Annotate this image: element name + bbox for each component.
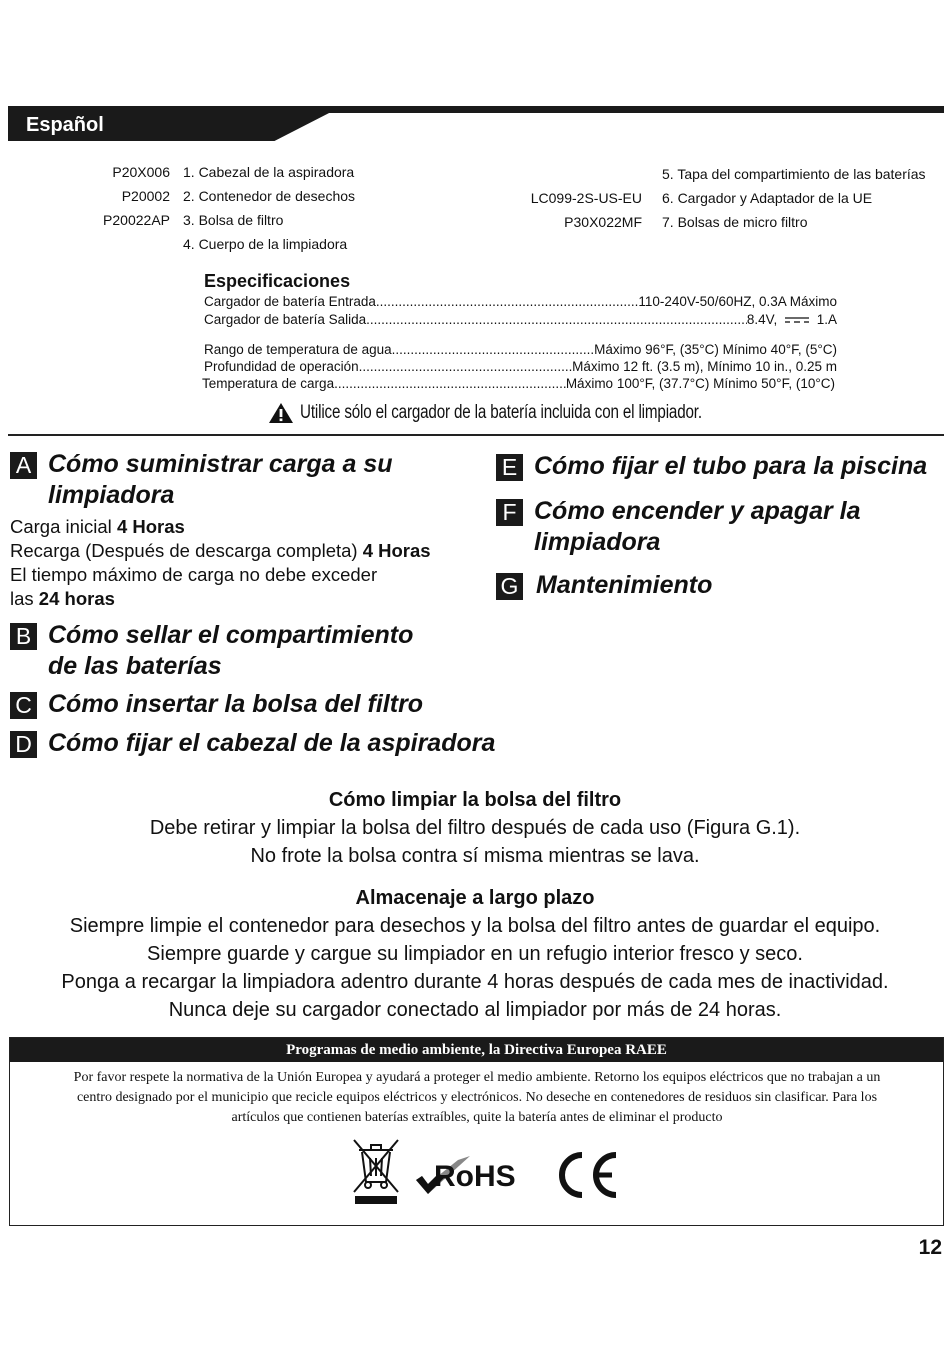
spec-row <box>204 359 837 374</box>
spec-row <box>204 342 837 357</box>
part-name: 4. Cuerpo de la limpiadora <box>183 236 348 252</box>
spec-label: Profundidad de operación <box>204 359 359 374</box>
raee-text <box>18 1068 936 1128</box>
spec-value-dc <box>747 312 837 327</box>
spec-label: Rango de temperatura de agua <box>204 342 392 357</box>
parts-right-names <box>662 162 942 234</box>
weee-bin-icon <box>350 1136 402 1206</box>
filter-clean-line: No frote la bolsa contra sí misma mientras se lava. <box>250 845 700 867</box>
part-name: 7. Bolsas de micro filtro <box>662 214 808 230</box>
charging-text: Recarga (Después de descarga completa) <box>10 540 363 561</box>
spec-row <box>202 376 835 391</box>
filter-clean-line: Debe retirar y limpiar la bolsa del filtro después de cada uso (Figura G.1). <box>149 817 801 839</box>
specs-title: Especificaciones <box>204 271 351 291</box>
section-b-heading <box>10 620 413 682</box>
charging-line <box>10 563 431 587</box>
raee-box <box>9 1037 944 1226</box>
section-title: Cómo fijar el cabezal de la aspiradora <box>48 729 496 757</box>
spec-value-current: 1.A <box>816 312 837 327</box>
spec-label: Cargador de batería Salida <box>204 312 367 327</box>
spec-dots <box>392 342 594 357</box>
parts-left-names <box>183 160 483 256</box>
part-code: P20022AP <box>103 212 170 228</box>
storage-line: Ponga a recargar la limpiadora adentro durante 4 horas después de cada mes de inactividad. <box>61 971 889 993</box>
spec-row <box>204 294 837 309</box>
charging-text: Carga inicial <box>10 516 117 537</box>
section-letter: A <box>10 452 37 479</box>
spec-value-voltage: 8.4V, <box>746 312 778 327</box>
section-title-line: limpiadora <box>534 528 661 556</box>
spec-value: Máximo 100°F, (37.7°C) Mínimo 50°F, (10°C) <box>565 376 835 391</box>
section-divider <box>8 434 944 436</box>
warning-text: Utilice sólo el cargador de la batería incluida con el limpiador. <box>300 402 702 423</box>
section-title-line: limpiadora <box>48 481 175 509</box>
charging-line <box>10 539 431 563</box>
charging-info <box>10 515 431 611</box>
warning-triangle-icon <box>268 402 294 424</box>
filter-clean-title: Cómo limpiar la bolsa del filtro <box>328 789 622 811</box>
section-title: Cómo insertar la bolsa del filtro <box>48 690 424 718</box>
certification-logos <box>350 1136 620 1212</box>
raee-line: artículos que contienen baterías extraíbles, quite la batería antes de eliminar el producto <box>231 1110 723 1125</box>
section-f-heading <box>496 496 861 558</box>
part-name: 5. Tapa del compartimiento de las baterías <box>662 166 926 182</box>
section-title <box>534 496 861 558</box>
charging-bold: 24 horas <box>38 588 115 609</box>
section-title <box>48 620 413 682</box>
part-name: 6. Cargador y Adaptador de la UE <box>662 190 873 206</box>
spec-label: Temperatura de carga <box>202 376 335 391</box>
charging-line <box>10 587 431 611</box>
section-a-heading <box>10 449 393 511</box>
part-code: P20X006 <box>112 164 170 180</box>
dc-symbol-icon <box>784 315 810 325</box>
section-letter: B <box>10 623 37 650</box>
section-c-heading <box>10 689 423 720</box>
charging-text: las <box>10 588 39 609</box>
section-d-heading <box>10 728 495 759</box>
storage-line: Siempre guarde y cargue su limpiador en un refugio interior fresco y seco. <box>147 943 803 965</box>
page-number: 12 <box>918 1236 942 1259</box>
storage-line: Nunca deje su cargador conectado al limpiador por más de 24 horas. <box>168 999 782 1021</box>
section-g-heading <box>496 570 712 601</box>
charging-text: El tiempo máximo de carga no debe exceder <box>10 564 378 585</box>
section-title-line: Cómo suministrar carga a su <box>48 450 393 478</box>
section-letter: D <box>10 731 37 758</box>
part-name: 1. Cabezal de la aspiradora <box>183 164 355 180</box>
charging-bold: 4 Horas <box>116 516 185 537</box>
spec-value: 110-240V-50/60HZ, 0.3A Máximo <box>638 294 837 309</box>
raee-line: Por favor respete la normativa de la Unión Europea y ayudará a proteger el medio ambiente. Retorno los equipos eléctricos que no trabajan a un <box>73 1070 881 1085</box>
part-code <box>60 232 170 256</box>
section-letter: E <box>496 454 523 481</box>
part-code: LC099-2S-US-EU <box>530 190 642 206</box>
spec-row <box>204 312 837 327</box>
section-e-heading <box>496 451 927 482</box>
part-code: P30X022MF <box>564 214 642 230</box>
spec-label: Cargador de batería Entrada <box>204 294 376 309</box>
section-title-line: de las baterías <box>48 652 222 680</box>
charging-line <box>10 515 431 539</box>
section-title-line: Cómo sellar el compartimiento <box>48 621 414 649</box>
spec-dots <box>334 376 566 391</box>
spec-value: Máximo 12 ft. (3.5 m), Mínimo 10 in., 0.25 m <box>572 359 837 374</box>
spec-dots <box>359 359 573 374</box>
section-title: Mantenimiento <box>536 571 713 599</box>
rohs-logo-text: RoHS <box>434 1160 516 1193</box>
section-title-line: Cómo encender y apagar la <box>534 497 861 525</box>
section-letter: G <box>496 573 523 600</box>
section-title: Cómo fijar el tubo para la piscina <box>534 452 928 480</box>
filter-clean-block <box>0 786 950 870</box>
part-name: 3. Bolsa de filtro <box>183 212 284 228</box>
section-letter: F <box>496 499 523 526</box>
spec-value: Máximo 96°F, (35°C) Mínimo 40°F, (5°C) <box>594 342 837 357</box>
storage-title: Almacenaje a largo plazo <box>355 887 595 909</box>
charger-warning <box>268 402 802 424</box>
spec-dots <box>376 294 639 309</box>
raee-title: Programas de medio ambiente, la Directiva Europea RAEE <box>10 1038 943 1062</box>
charging-bold: 4 Horas <box>362 540 431 561</box>
storage-block <box>0 884 950 1024</box>
ce-mark-icon <box>554 1150 620 1200</box>
part-code: P20002 <box>121 188 170 204</box>
parts-right-codes <box>470 186 642 234</box>
part-name: 2. Contenedor de desechos <box>183 188 356 204</box>
parts-left-codes <box>60 160 170 256</box>
language-label: Español <box>26 114 104 136</box>
storage-line: Siempre limpie el contenedor para desechos y la bolsa del filtro antes de guardar el equipo. <box>69 915 881 937</box>
section-letter: C <box>10 692 37 719</box>
section-title <box>48 449 393 511</box>
raee-line: centro designado por el municipio que recicle equipos eléctricos y electrónicos. No deseche en contenedores de residuos sin clasificar. Para los <box>76 1090 878 1105</box>
spec-dots <box>366 312 747 327</box>
